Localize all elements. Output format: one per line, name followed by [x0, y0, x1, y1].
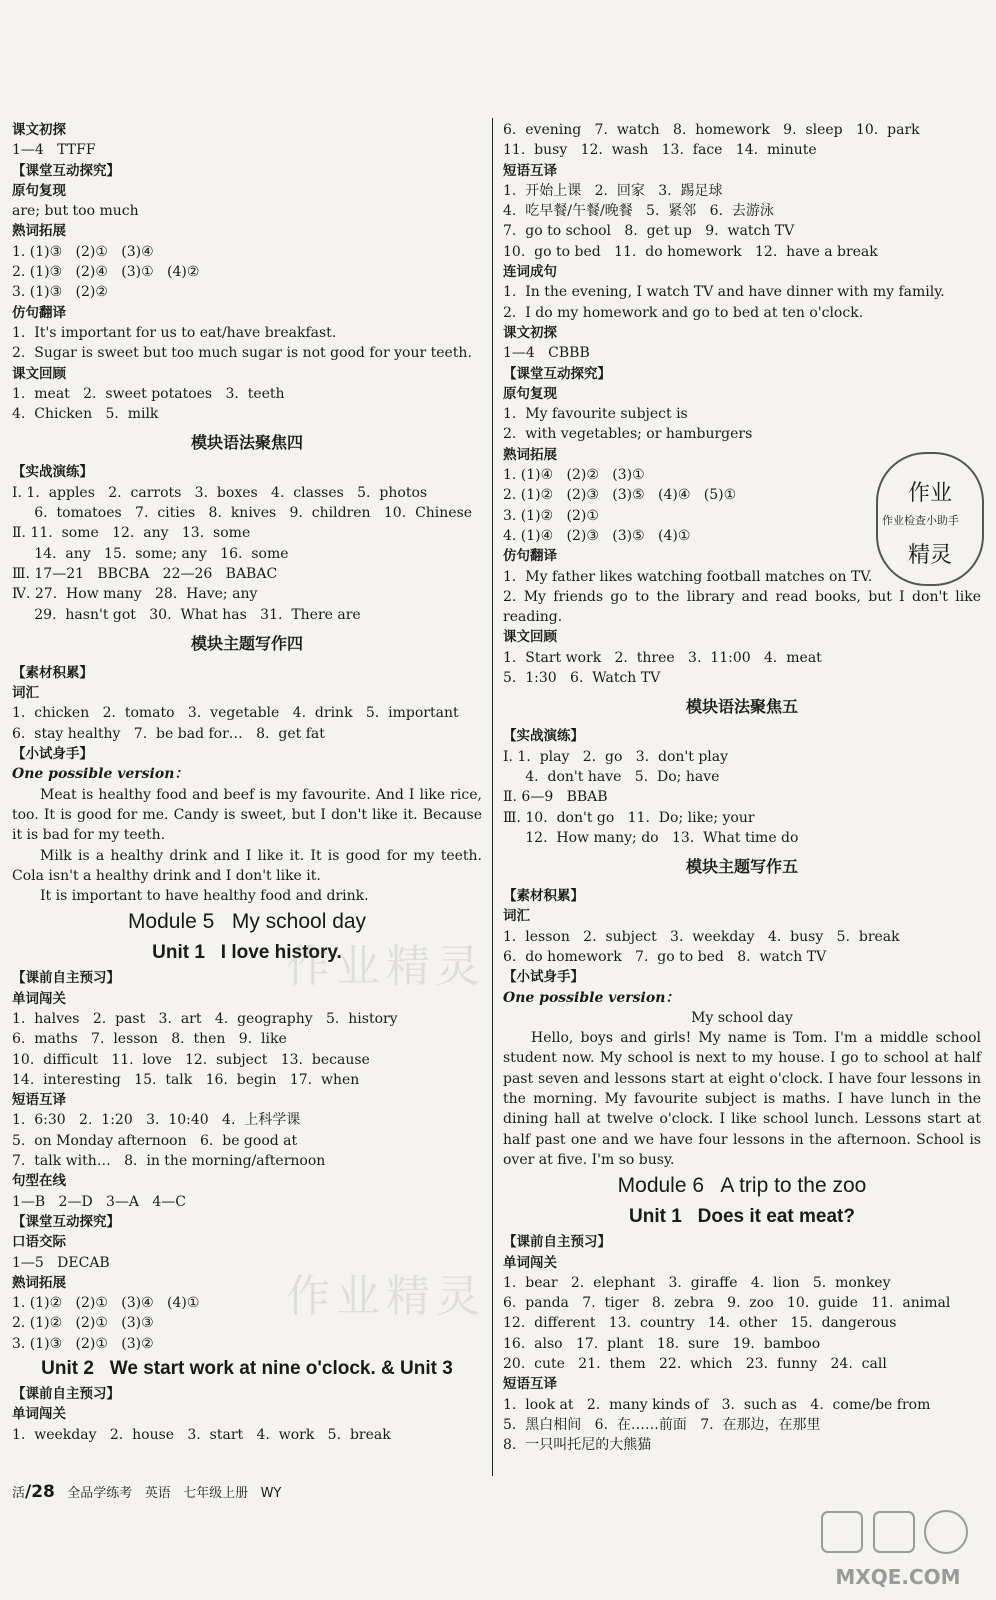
- paragraph: Milk is a healthy drink and I like it. It is good for my teeth. Cola isn't a healthy drink and I don't like it.: [12, 847, 482, 884]
- answer-line: 4. Chicken 5. milk: [12, 406, 159, 423]
- section-label: 【素材积累】: [12, 664, 93, 681]
- section-label: 单词闯关: [503, 1254, 557, 1271]
- answer-line: Ⅲ. 10. don't go 11. Do; like; your: [503, 809, 755, 826]
- answer-line: 2. Sugar is sweet but too much sugar is not good for your teeth.: [12, 345, 472, 362]
- answer-line: 1. lesson 2. subject 3. weekday 4. busy 5. break: [503, 928, 900, 945]
- page-number: /28: [25, 1482, 55, 1502]
- answer-line: Ⅱ. 6—9 BBAB: [503, 789, 608, 806]
- grade-name: 七年级上册: [183, 1486, 249, 1501]
- answer-line: 8. 一只叫托尼的大熊猫: [503, 1437, 652, 1454]
- answer-line: 1. It's important for us to eat/have breakfast.: [12, 324, 337, 341]
- section-label: 课文初探: [12, 122, 66, 138]
- unit-heading: Unit 1 Does it eat meat?: [629, 1206, 855, 1228]
- answer-line: 2. with vegetables; or hamburgers: [503, 426, 753, 443]
- logo-url-text: MXQE.COM: [835, 1565, 961, 1589]
- answer-line: 6. tomatoes 7. cities 8. knives 9. children 10. Chinese: [12, 505, 473, 522]
- answer-line: 1—4 CBBB: [503, 345, 590, 362]
- answer-line: 2. (1)② (2)① (3)③: [12, 1315, 154, 1332]
- answer-line: 6. panda 7. tiger 8. zebra 9. zoo 10. guide 11. animal: [503, 1295, 951, 1312]
- page-prefix: 活: [12, 1486, 26, 1501]
- answer-line: 29. hasn't got 30. What has 31. There are: [12, 606, 361, 623]
- answer-line: 5. on Monday afternoon 6. be good at: [12, 1132, 298, 1149]
- column-divider: [492, 118, 493, 1476]
- answer-line: 1. Start work 2. three 3. 11:00 4. meat: [503, 649, 822, 666]
- unit-heading: Unit 2 We start work at nine o'clock. & Unit 3: [41, 1358, 453, 1380]
- section-label: 熟词拓展: [503, 446, 557, 463]
- answer-line: 3. (1)② (2)①: [503, 507, 599, 524]
- paragraph: Hello, boys and girls! My name is Tom. I'm a middle school student now. My school is next to my house. I go to school at half past seven and lessons start at eight o'clock. I have four lessons in the morning. My favourite subject is maths. I have lunch in the dining hall at twelve o'clock. I like school lunch. Lessons start at half past one and we have four lessons in the afternoon. School is over at five. I'm so busy.: [503, 1030, 981, 1168]
- answer-line: 10. difficult 11. love 12. subject 13. because: [12, 1051, 370, 1068]
- answer-line: 2. (1)③ (2)④ (3)① (4)②: [12, 264, 200, 281]
- section-label: 短语互译: [12, 1092, 66, 1109]
- answer-line: 1. (1)③ (2)① (3)④: [12, 243, 154, 260]
- answer-line: 1. My favourite subject is: [503, 406, 688, 423]
- section-label: 【实战演练】: [503, 728, 584, 745]
- version-label: One possible version：: [503, 989, 680, 1006]
- stamp-bottom-text: 精灵: [908, 543, 953, 568]
- answer-line: 1. 6:30 2. 1:20 3. 10:40 4. 上科学课: [12, 1112, 301, 1129]
- section-label: 仿句翻译: [12, 304, 66, 321]
- answer-line: 1. (1)④ (2)② (3)①: [503, 467, 645, 484]
- answer-line: Ⅲ. 17—21 BBCBA 22—26 BABAC: [12, 565, 278, 582]
- section-label: 【课堂互动探究】: [503, 365, 611, 382]
- left-column: [12, 120, 482, 1445]
- section-label: 熟词拓展: [12, 223, 66, 240]
- section-label: 【小试身手】: [12, 746, 93, 763]
- section-label: 短语互译: [503, 1376, 557, 1393]
- section-label: 【小试身手】: [503, 969, 584, 986]
- page-footer: [12, 1482, 281, 1502]
- answer-line: 1—4 TTFF: [12, 142, 96, 159]
- answer-line: 2. (1)② (2)③ (3)⑤ (4)④ (5)①: [503, 487, 737, 504]
- stamp-seal: [876, 452, 984, 586]
- answer-line: 4. 吃早餐/午餐/晚餐 5. 紧邻 6. 去游泳: [503, 203, 774, 220]
- answer-line: 6. maths 7. lesson 8. then 9. like: [12, 1031, 287, 1048]
- answer-line: 20. cute 21. them 22. which 23. funny 24. call: [503, 1356, 887, 1373]
- section-label: 熟词拓展: [12, 1274, 66, 1291]
- answer-line: 6. evening 7. watch 8. homework 9. sleep 10. park: [503, 122, 920, 138]
- section-label: 词汇: [12, 685, 39, 702]
- site-logo: [816, 1506, 980, 1596]
- answer-line: 10. go to bed 11. do homework 12. have a break: [503, 243, 878, 260]
- unit-heading: Unit 1 I love history.: [152, 942, 342, 964]
- stamp-middle-text: 作业检查小助手: [882, 514, 959, 527]
- answer-line: 14. interesting 15. talk 16. begin 17. when: [12, 1071, 360, 1088]
- watermark: 作业精灵: [286, 941, 486, 992]
- answer-line: 5. 1:30 6. Watch TV: [503, 670, 661, 687]
- section-label: 短语互译: [503, 162, 557, 179]
- answer-line: 1—5 DECAB: [12, 1254, 110, 1271]
- section-label: 【课前自主预习】: [503, 1234, 611, 1251]
- section-label: 课文回顾: [12, 365, 66, 382]
- answer-line: Ⅳ. 27. How many 28. Have; any: [12, 586, 258, 603]
- answer-line: 7. go to school 8. get up 9. watch TV: [503, 223, 795, 240]
- answer-line: 1. look at 2. many kinds of 3. such as 4. come/be from: [503, 1396, 931, 1413]
- answer-line: 4. don't have 5. Do; have: [503, 768, 720, 785]
- section-label: 句型在线: [12, 1173, 66, 1190]
- answer-line: 1. meat 2. sweet potatoes 3. teeth: [12, 385, 285, 402]
- module-section-heading: 模块语法聚焦四: [190, 433, 303, 453]
- module-heading: Module 5 My school day: [127, 910, 367, 934]
- answer-line: Ⅰ. 1. apples 2. carrots 3. boxes 4. classes 5. photos: [12, 484, 428, 501]
- section-label: 单词闯关: [12, 990, 66, 1007]
- module-heading: Module 6 A trip to the zoo: [617, 1174, 867, 1198]
- answer-line: 7. talk with… 8. in the morning/afternoon: [12, 1153, 326, 1170]
- section-label: 仿句翻译: [503, 548, 557, 565]
- answer-line: 1. In the evening, I watch TV and have dinner with my family.: [503, 284, 945, 301]
- answer-line: 1. My father likes watching football matches on TV.: [503, 568, 873, 585]
- subject-name: 英语: [144, 1486, 171, 1501]
- section-label: 连词成句: [503, 264, 557, 281]
- section-label: 口语交际: [12, 1234, 66, 1251]
- answer-line: 1. weekday 2. house 3. start 4. work 5. break: [12, 1426, 391, 1443]
- answer-line: 16. also 17. plant 18. sure 19. bamboo: [503, 1335, 821, 1352]
- answer-line: 1. 开始上课 2. 回家 3. 踢足球: [503, 182, 723, 199]
- section-label: 【课堂互动探究】: [12, 162, 120, 179]
- section-label: 原句复现: [503, 385, 557, 402]
- paragraph: 2. My friends go to the library and read books, but I don't like reading.: [503, 588, 981, 626]
- stamp-top-text: 作业: [908, 481, 953, 506]
- answer-line: 1—B 2—D 3—A 4—C: [12, 1193, 187, 1210]
- edition-name: WY: [260, 1486, 282, 1501]
- answer-line: 1. bear 2. elephant 3. giraffe 4. lion 5. monkey: [503, 1274, 891, 1291]
- section-label: 词汇: [503, 908, 530, 925]
- module-section-heading: 模块主题写作五: [685, 857, 798, 877]
- answer-line: 3. (1)③ (2)① (3)②: [12, 1335, 154, 1352]
- answer-line: are; but too much: [12, 203, 139, 220]
- paragraph: It is important to have healthy food and drink.: [40, 888, 369, 905]
- answer-line: 5. 黑白相间 6. 在……前面 7. 在那边，在那里: [503, 1416, 821, 1433]
- section-label: 【素材积累】: [503, 888, 584, 905]
- section-label: 课文回顾: [503, 629, 557, 646]
- essay-title: My school day: [691, 1009, 793, 1026]
- answer-line: 1. halves 2. past 3. art 4. geography 5. history: [12, 1010, 398, 1027]
- answer-line: 12. How many; do 13. What time do: [503, 829, 799, 846]
- right-column: [503, 120, 981, 1456]
- answer-line: Ⅰ. 1. play 2. go 3. don't play: [503, 748, 729, 765]
- section-label: 原句复现: [12, 182, 66, 199]
- answer-line: 1. (1)② (2)① (3)④ (4)①: [12, 1295, 200, 1312]
- section-label: 【实战演练】: [12, 464, 93, 481]
- version-label: One possible version：: [12, 766, 189, 783]
- answer-line: 2. I do my homework and go to bed at ten o'clock.: [503, 304, 864, 321]
- section-label: 【课前自主预习】: [12, 970, 120, 987]
- answer-line: 1. chicken 2. tomato 3. vegetable 4. drink 5. important: [12, 705, 459, 722]
- answer-line: 3. (1)③ (2)②: [12, 284, 108, 301]
- answer-line: 6. stay healthy 7. be bad for… 8. get fat: [12, 725, 325, 742]
- answer-line: 11. busy 12. wash 13. face 14. minute: [503, 142, 817, 159]
- answer-line: 14. any 15. some; any 16. some: [12, 545, 289, 562]
- module-section-heading: 模块语法聚焦五: [685, 697, 798, 717]
- section-label: 【课前自主预习】: [12, 1386, 120, 1403]
- answer-line: 4. (1)④ (2)③ (3)⑤ (4)①: [503, 527, 691, 544]
- answer-line: Ⅱ. 11. some 12. any 13. some: [12, 525, 251, 542]
- section-label: 课文初探: [503, 324, 557, 341]
- module-section-heading: 模块主题写作四: [190, 633, 303, 653]
- series-name: 全品学练考: [67, 1486, 133, 1501]
- answer-line: 12. different 13. country 14. other 15. dangerous: [503, 1315, 897, 1332]
- section-label: 单词闯关: [12, 1406, 66, 1423]
- section-label: 【课堂互动探究】: [12, 1213, 120, 1230]
- answer-line: 6. do homework 7. go to bed 8. watch TV: [503, 948, 827, 965]
- paragraph: Meat is healthy food and beef is my favourite. And I like rice, too. It is good for me. Candy is sweet, but I don't like it. Because it is bad for my teeth.: [12, 786, 482, 844]
- watermark: 作业精灵: [286, 1271, 486, 1322]
